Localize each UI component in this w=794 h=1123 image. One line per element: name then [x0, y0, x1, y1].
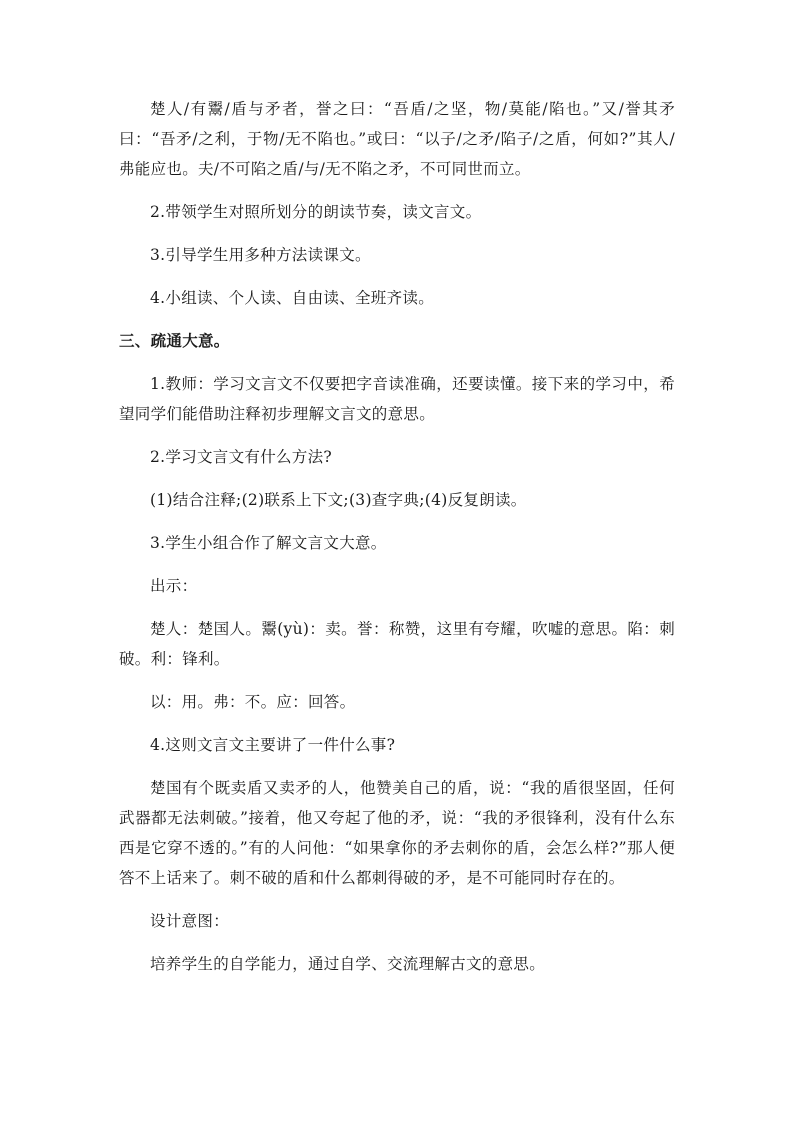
section-heading: 三、疏通大意。: [119, 331, 230, 350]
paragraph-story-translation: 楚国有个既卖盾又卖矛的人，他赞美自己的盾，说：“我的盾很坚固，任何武器都无法刺破。”接着，他又夸起了他的矛，说：“我的矛很锋利，没有什么东西是它穿不透的。”有的人问他：“如果拿你的矛去刺你的盾，会怎么样?”那人便答不上话来了。刺不破的盾和什么都刺得破的矛，是不可能同时存在的。: [119, 779, 675, 887]
paragraph-step-2: 2.带领学生对照所划分的朗读节奏，读文言文。: [150, 203, 482, 221]
paragraph-step-3: 3.引导学生用多种方法读课文。: [150, 246, 371, 264]
paragraph-question-method: 2.学习文言文有什么方法?: [150, 448, 332, 466]
paragraph-glossary-2: 以：用。弗：不。应：回答。: [150, 693, 356, 711]
paragraph-glossary-1: 楚人：楚国人。鬻(yù)：卖。誉：称赞，这里有夸耀，吹嘘的意思。陷：刺破。利：锋利。: [119, 620, 675, 668]
document-body: [119, 94, 675, 992]
paragraph-teacher: 1.教师：学习文言文不仅要把字音读准确，还要读懂。接下来的学习中，希望同学们能借助注释初步理解文言文的意思。: [119, 375, 675, 423]
paragraph-methods-list: (1)结合注释;(2)联系上下文;(3)查字典;(4)反复朗读。: [150, 491, 527, 509]
paragraph-design-label: 设计意图：: [150, 912, 230, 930]
paragraph-text-segmented: 楚人/有鬻/盾与矛者，誉之曰：“吾盾/之坚，物/莫能/陷也。”又/誉其矛曰：“吾矛/之利，于物/无不陷也。”或曰：“以子/之矛/陷子/之盾，何如?”其人/弗能应也。夫/不可陷之盾/与/无不陷之矛，不可同世而立。: [119, 100, 675, 178]
paragraph-group-work: 3.学生小组合作了解文言文大意。: [150, 534, 387, 552]
paragraph-step-4: 4.小组读、个人读、自由读、全班齐读。: [150, 289, 434, 307]
paragraph-design-intent: 培养学生的自学能力，通过自学、交流理解古文的意思。: [150, 955, 546, 973]
paragraph-show-label: 出示：: [150, 577, 198, 595]
paragraph-question-story: 4.这则文言文主要讲了一件什么事?: [150, 736, 396, 754]
